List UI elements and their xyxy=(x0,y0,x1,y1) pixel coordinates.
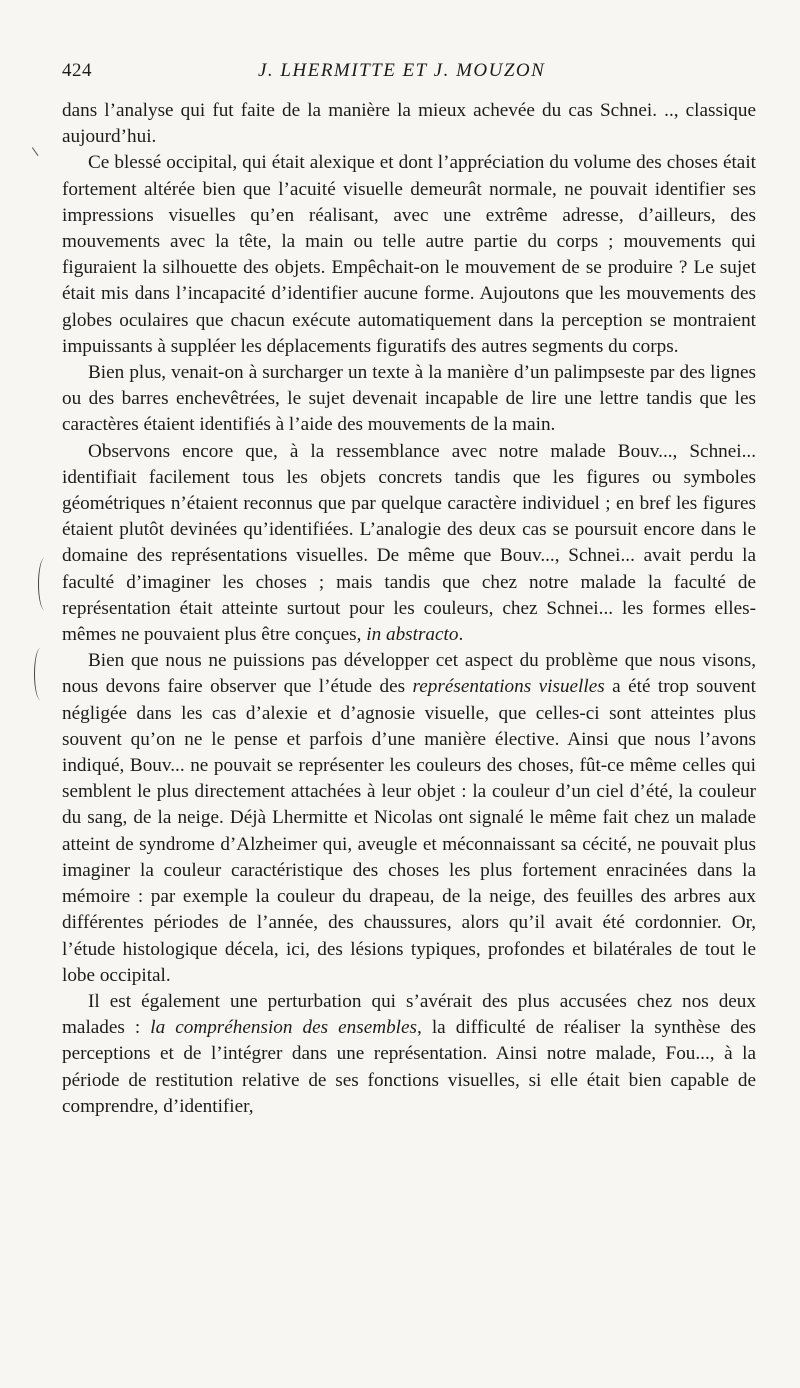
margin-tick-mark xyxy=(32,147,39,156)
text-run: Il est également une perturbation qui s’avérait des plus accusées chez nos deux malades : xyxy=(62,990,756,1039)
paragraph xyxy=(62,360,756,439)
text-run: Ce blessé occipital, qui était alexique et dont l’appréciation du volume des choses était fortement altérée bien que l’acuité visuelle demeurât normale, ne pouvait identifier ses impressions visuelles qu’en réalisant, avec une extrême adresse, d’ailleurs, des mouvements avec la tête, la main ou telle autre partie du corps ; mouvements qui figuraient la silhouette des objets. Empêchait-on le mouvement de se produire ? Le sujet était mis dans l’incapacité d’identifier aucune forme. Aujoutons que les mouvements des globes oculaires que chacun exécute automatiquement dans la perception se montraient impuissants à suppléer les déplacements figuratifs des autres segments du corps. xyxy=(62,152,756,357)
paragraph xyxy=(62,989,756,1120)
margin-bracket-mark xyxy=(38,558,51,610)
text-run: , la difficulté de réaliser la synthèse des perceptions et de l’intégrer dans une représentation. Ainsi notre malade, Fou..., à la période de restitution relative de ses fonctions visuelles, si elle était bien capable de comprendre, d’identifier, xyxy=(62,1017,756,1117)
page-number: 424 xyxy=(62,60,92,81)
text-run: a été trop souvent négligée dans les cas d’alexie et d’agnosie visuelle, que celles-ci sont atteintes plus souvent qu’on ne le pense et parfois d’une manière élective. Ainsi que nous l’avons indiqué, Bouv... ne pouvait se représenter les couleurs des choses, fût-ce même celles qui semblent le plus directement attachées à leur objet : la couleur d’un ciel d’été, la couleur du sang, de la neige. Déjà Lhermitte et Nicolas ont signalé le même fait chez un malade atteint de syndrome d’Alzheimer qui, aveugle et méconnaissant sa cécité, ne pouvait plus imaginer la couleur caractéristique des choses les plus fortement enracinées dans la mémoire : par exemple la couleur du drapeau, de la neige, des feuilles des arbres aux différentes périodes de l’année, des chaussures, alors qu’il avait été cordonnier. Or, l’étude histologique décela, ici, des lésions typiques, profondes et bilatérales de tout le lobe occipital. xyxy=(62,676,756,986)
margin-bracket-mark xyxy=(34,648,47,700)
paragraph xyxy=(62,439,756,649)
italic-text: représentations visuelles xyxy=(412,676,605,698)
text-run: . xyxy=(458,624,464,646)
italic-text: in abstracto xyxy=(366,624,459,646)
text-run: Bien que nous ne puissions pas développer cet aspect du problème que nous visons, nous devons faire observer que l’étude des xyxy=(62,650,756,698)
running-header xyxy=(62,60,762,88)
italic-text: la compréhension des ensembles xyxy=(150,1017,417,1039)
paragraph xyxy=(62,648,756,989)
paragraph xyxy=(62,150,756,360)
text-run: dans l’analyse qui fut faite de la manière la mieux achevée du cas Schnei. .., classique aujourd’hui. xyxy=(62,100,756,148)
body-text xyxy=(62,98,756,1120)
running-title: J. LHERMITTE ET J. MOUZON xyxy=(258,60,546,81)
text-run: Bien plus, venait-on à surcharger un texte à la manière d’un palimpseste par des lignes ou des barres enchevêtrées, le sujet devenait incapable de lire une lettre tandis que les caractères étaient identifiés à l’aide des mouvements de la main. xyxy=(62,362,756,436)
text-run: Observons encore que, à la ressemblance avec notre malade Bouv..., Schnei... identifiait facilement tous les objets concrets tandis que les figures ou symboles géométriques n’étaient reconnus que par quelque caractère individuel ; en bref les figures étaient plutôt devinées qu’identifiées. L’analogie des deux cas se poursuit encore dans le domaine des représentations visuelles. De même que Bouv..., Schnei... avait perdu la faculté d’imaginer les choses ; mais tandis que chez notre malade la faculté de représentation était atteinte surtout pour les couleurs, chez Schnei... les formes elles-mêmes ne pouvaient plus être conçues, xyxy=(62,440,756,646)
paragraph xyxy=(62,98,756,150)
